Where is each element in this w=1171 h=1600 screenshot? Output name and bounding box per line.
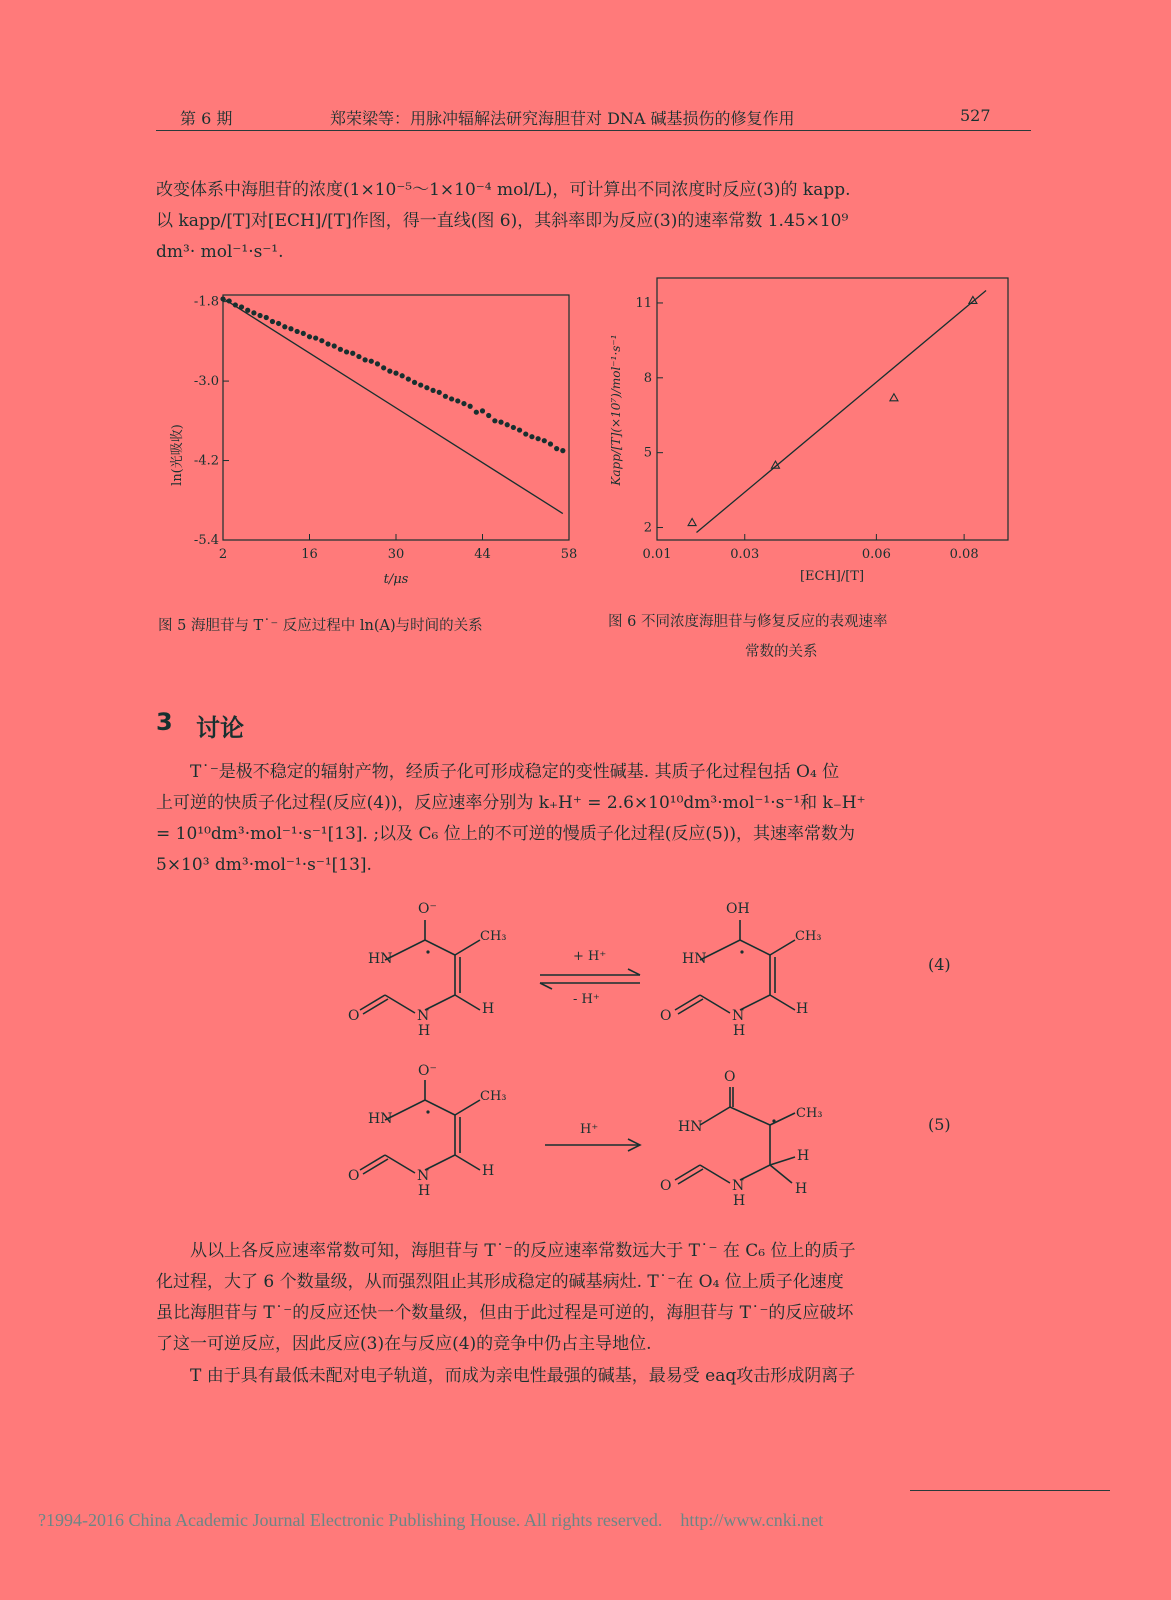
x-tick-label: 16 bbox=[301, 547, 318, 562]
hn-label: HN bbox=[368, 951, 393, 967]
data-point bbox=[406, 376, 411, 381]
data-point bbox=[455, 398, 460, 403]
hn-label: HN bbox=[368, 1111, 393, 1127]
n-label: N bbox=[417, 1008, 430, 1024]
data-point bbox=[548, 441, 553, 446]
figure-6-fit-line bbox=[696, 290, 986, 532]
header-rule bbox=[156, 130, 1031, 131]
hn-label: HN bbox=[678, 1119, 703, 1135]
data-point bbox=[424, 385, 429, 390]
figure-5-ylabel: ln(光吸收) bbox=[170, 424, 185, 486]
data-point bbox=[517, 427, 522, 432]
p2-line-2: 化过程，大了 6 个数量级，从而强烈阻止其形成稳定的碱基病灶. T˙⁻在 O₄ 位上质子化速度 bbox=[156, 1272, 844, 1292]
p3-line-1: T 由于具有最低未配对电子轨道，而成为亲电性最强的碱基，最易受 eaq攻击形成阴离子 bbox=[190, 1366, 856, 1386]
figure-5-caption: 图 5 海胆苷与 T˙⁻ 反应过程中 ln(A)与时间的关系 bbox=[158, 618, 483, 634]
p2-line-1: 从以上各反应速率常数可知，海胆苷与 T˙⁻的反应速率常数远大于 T˙⁻ 在 C₆ 位上的质子 bbox=[190, 1241, 856, 1261]
data-point bbox=[492, 418, 497, 423]
data-point bbox=[319, 338, 324, 343]
h-label: H bbox=[482, 1163, 495, 1179]
data-point bbox=[369, 359, 374, 364]
data-point bbox=[511, 425, 516, 430]
x-tick-label: 30 bbox=[387, 547, 405, 562]
x-tick-label: 0.03 bbox=[730, 547, 760, 562]
radical-dot bbox=[426, 1110, 429, 1113]
figure-6-xlabel: [ECH]/[T] bbox=[799, 569, 865, 584]
data-point bbox=[430, 388, 435, 393]
discussion-paragraph-3 bbox=[156, 1361, 1031, 1392]
intro-line-3: dm³· mol⁻¹·s⁻¹. bbox=[156, 242, 284, 262]
data-point bbox=[276, 321, 281, 326]
radical-dot bbox=[426, 950, 429, 953]
data-point bbox=[554, 446, 559, 451]
data-point bbox=[393, 371, 398, 376]
x-tick-label: 0.08 bbox=[949, 547, 979, 562]
o-label: O bbox=[660, 1178, 672, 1194]
figure-6-caption-line-1: 图 6 不同浓度海胆苷与修复反应的表观速率 bbox=[608, 614, 888, 630]
intro-paragraph bbox=[156, 175, 1031, 268]
data-point bbox=[313, 335, 318, 340]
ch3-label: CH₃ bbox=[795, 929, 822, 944]
data-point bbox=[461, 401, 466, 406]
h-plus-label: H⁺ bbox=[580, 1122, 599, 1137]
plus-h-label: + H⁺ bbox=[573, 949, 607, 964]
issue-number: 第 6 期 bbox=[180, 109, 233, 128]
data-point bbox=[505, 422, 510, 427]
data-point bbox=[437, 390, 442, 395]
reaction-scheme bbox=[330, 895, 970, 1225]
p1-line-3: = 10¹⁰dm³·mol⁻¹·s⁻¹[13]. ;以及 C₆ 位上的不可逆的慢质子化过程(反应(5))，其速率常数为 bbox=[156, 824, 856, 844]
x-tick-label: 0.06 bbox=[861, 547, 891, 562]
intro-line-1: 改变体系中海胆苷的浓度(1×10⁻⁵～1×10⁻⁴ mol/L)，可计算出不同浓度时反应(3)的 kapp. bbox=[156, 180, 851, 200]
data-point-triangle bbox=[688, 519, 696, 526]
n-label: N bbox=[417, 1168, 430, 1184]
y-tick-label: 2 bbox=[643, 520, 652, 536]
discussion-paragraph-2 bbox=[156, 1236, 1031, 1360]
data-point bbox=[523, 431, 528, 436]
data-point bbox=[375, 361, 380, 366]
y-tick-label: 8 bbox=[643, 370, 652, 386]
data-point bbox=[307, 334, 312, 339]
footer-rule bbox=[910, 1490, 1110, 1491]
y-tick-label: 11 bbox=[635, 295, 652, 311]
figure-6-ylabel: Kapp/[T](×10⁷)/mol⁻¹·s⁻¹ bbox=[609, 334, 623, 486]
intro-line-2: 以 kapp/[T]对[ECH]/[T]作图，得一直线(图 6)，其斜率即为反应(3)的速率常数 1.45×10⁹ bbox=[156, 211, 849, 231]
y-tick-label: -5.4 bbox=[193, 533, 219, 548]
data-point bbox=[288, 326, 293, 331]
data-point bbox=[542, 438, 547, 443]
data-point bbox=[443, 394, 448, 399]
data-point bbox=[363, 357, 368, 362]
x-tick-label: 58 bbox=[560, 547, 578, 562]
data-point bbox=[400, 373, 405, 378]
h-label: H bbox=[733, 1023, 746, 1039]
o-label: O bbox=[348, 1168, 360, 1184]
data-point bbox=[338, 347, 343, 352]
p1-line-4: 5×10³ dm³·mol⁻¹·s⁻¹[13]. bbox=[156, 855, 372, 875]
discussion-paragraph-1 bbox=[156, 757, 1031, 881]
data-point bbox=[560, 448, 565, 453]
y-tick-label: -4.2 bbox=[193, 453, 219, 469]
h-label: H bbox=[482, 1001, 495, 1017]
figure-5-fit-line bbox=[223, 298, 563, 513]
data-point bbox=[264, 315, 269, 320]
data-point bbox=[381, 365, 386, 370]
data-point bbox=[257, 313, 262, 318]
copyright-footer: ?1994-2016 China Academic Journal Electronic Publishing House. All rights reserved. http://www.cnki.net bbox=[38, 1510, 824, 1530]
minus-h-label: - H⁺ bbox=[573, 992, 600, 1007]
figure-5-xlabel: t/μs bbox=[383, 572, 409, 587]
radical-dot bbox=[740, 950, 743, 953]
reaction-5-number: (5) bbox=[928, 1115, 951, 1134]
data-point bbox=[449, 396, 454, 401]
page-number: 527 bbox=[960, 106, 991, 125]
data-point bbox=[498, 420, 503, 425]
section-number: 3 bbox=[156, 708, 173, 736]
n-label: N bbox=[732, 1008, 745, 1024]
data-point bbox=[474, 410, 479, 415]
o-minus-label: O⁻ bbox=[418, 901, 437, 917]
o-minus-label: O⁻ bbox=[418, 1063, 437, 1079]
data-point bbox=[486, 413, 491, 418]
data-point bbox=[301, 331, 306, 336]
p1-line-1: T˙⁻是极不稳定的辐射产物，经质子化可形成稳定的变性碱基. 其质子化过程包括 O₄ 位 bbox=[190, 762, 840, 782]
data-point-triangle bbox=[890, 394, 898, 401]
h-label: H bbox=[797, 1148, 810, 1164]
data-point bbox=[356, 354, 361, 359]
x-tick-label: 2 bbox=[218, 547, 228, 562]
ch3-label: CH₃ bbox=[480, 1089, 507, 1104]
p2-line-3: 虽比海胆苷与 T˙⁻的反应还快一个数量级，但由于此过程是可逆的，海胆苷与 T˙⁻的反应破坏 bbox=[156, 1303, 854, 1323]
oh-label: OH bbox=[726, 901, 750, 917]
data-point bbox=[529, 434, 534, 439]
data-point bbox=[468, 404, 473, 409]
running-title: 郑荣梁等：用脉冲辐解法研究海胆苷对 DNA 碱基损伤的修复作用 bbox=[330, 109, 795, 128]
p1-line-2: 上可逆的快质子化过程(反应(4))，反应速率分别为 k₊H⁺ = 2.6×10¹⁰dm³·mol⁻¹·s⁻¹和 k₋H⁺ bbox=[156, 793, 866, 813]
y-tick-label: -1.8 bbox=[193, 294, 219, 310]
data-point bbox=[270, 319, 275, 324]
o-label: O bbox=[348, 1008, 360, 1024]
figure-6-frame bbox=[657, 278, 1008, 540]
y-tick-label: -3.0 bbox=[193, 374, 219, 390]
data-point bbox=[412, 380, 417, 385]
ch3-label: CH₃ bbox=[480, 929, 507, 944]
h-label: H bbox=[795, 1181, 808, 1197]
p2-line-4: 了这一可逆反应，因此反应(3)在与反应(4)的竞争中仍占主导地位. bbox=[156, 1334, 652, 1354]
h-label: H bbox=[796, 1001, 809, 1017]
ch3-label: CH₃ bbox=[796, 1106, 823, 1121]
o-label: O bbox=[724, 1069, 736, 1085]
h-label: H bbox=[733, 1193, 746, 1209]
data-point bbox=[282, 324, 287, 329]
data-point bbox=[251, 310, 256, 315]
n-label: N bbox=[732, 1178, 745, 1194]
y-tick-label: 5 bbox=[643, 445, 652, 461]
radical-dot bbox=[772, 1119, 775, 1122]
data-point bbox=[350, 351, 355, 356]
hn-label: HN bbox=[682, 951, 707, 967]
h-label: H bbox=[418, 1183, 431, 1199]
data-point bbox=[344, 349, 349, 354]
data-point bbox=[480, 408, 485, 413]
x-tick-label: 44 bbox=[474, 547, 491, 562]
x-tick-label: 0.01 bbox=[642, 547, 672, 562]
figure-5-chart bbox=[155, 285, 595, 595]
figure-6-chart bbox=[600, 270, 1020, 590]
h-label: H bbox=[418, 1023, 431, 1039]
data-point bbox=[325, 341, 330, 346]
data-point bbox=[418, 382, 423, 387]
data-point bbox=[332, 343, 337, 348]
data-point bbox=[536, 436, 541, 441]
data-point bbox=[295, 329, 300, 334]
figure-6-caption-line-2: 常数的关系 bbox=[745, 644, 818, 660]
section-title: 讨论 bbox=[196, 714, 244, 742]
o-label: O bbox=[660, 1008, 672, 1024]
reaction-4-number: (4) bbox=[928, 955, 951, 974]
data-point bbox=[387, 369, 392, 374]
